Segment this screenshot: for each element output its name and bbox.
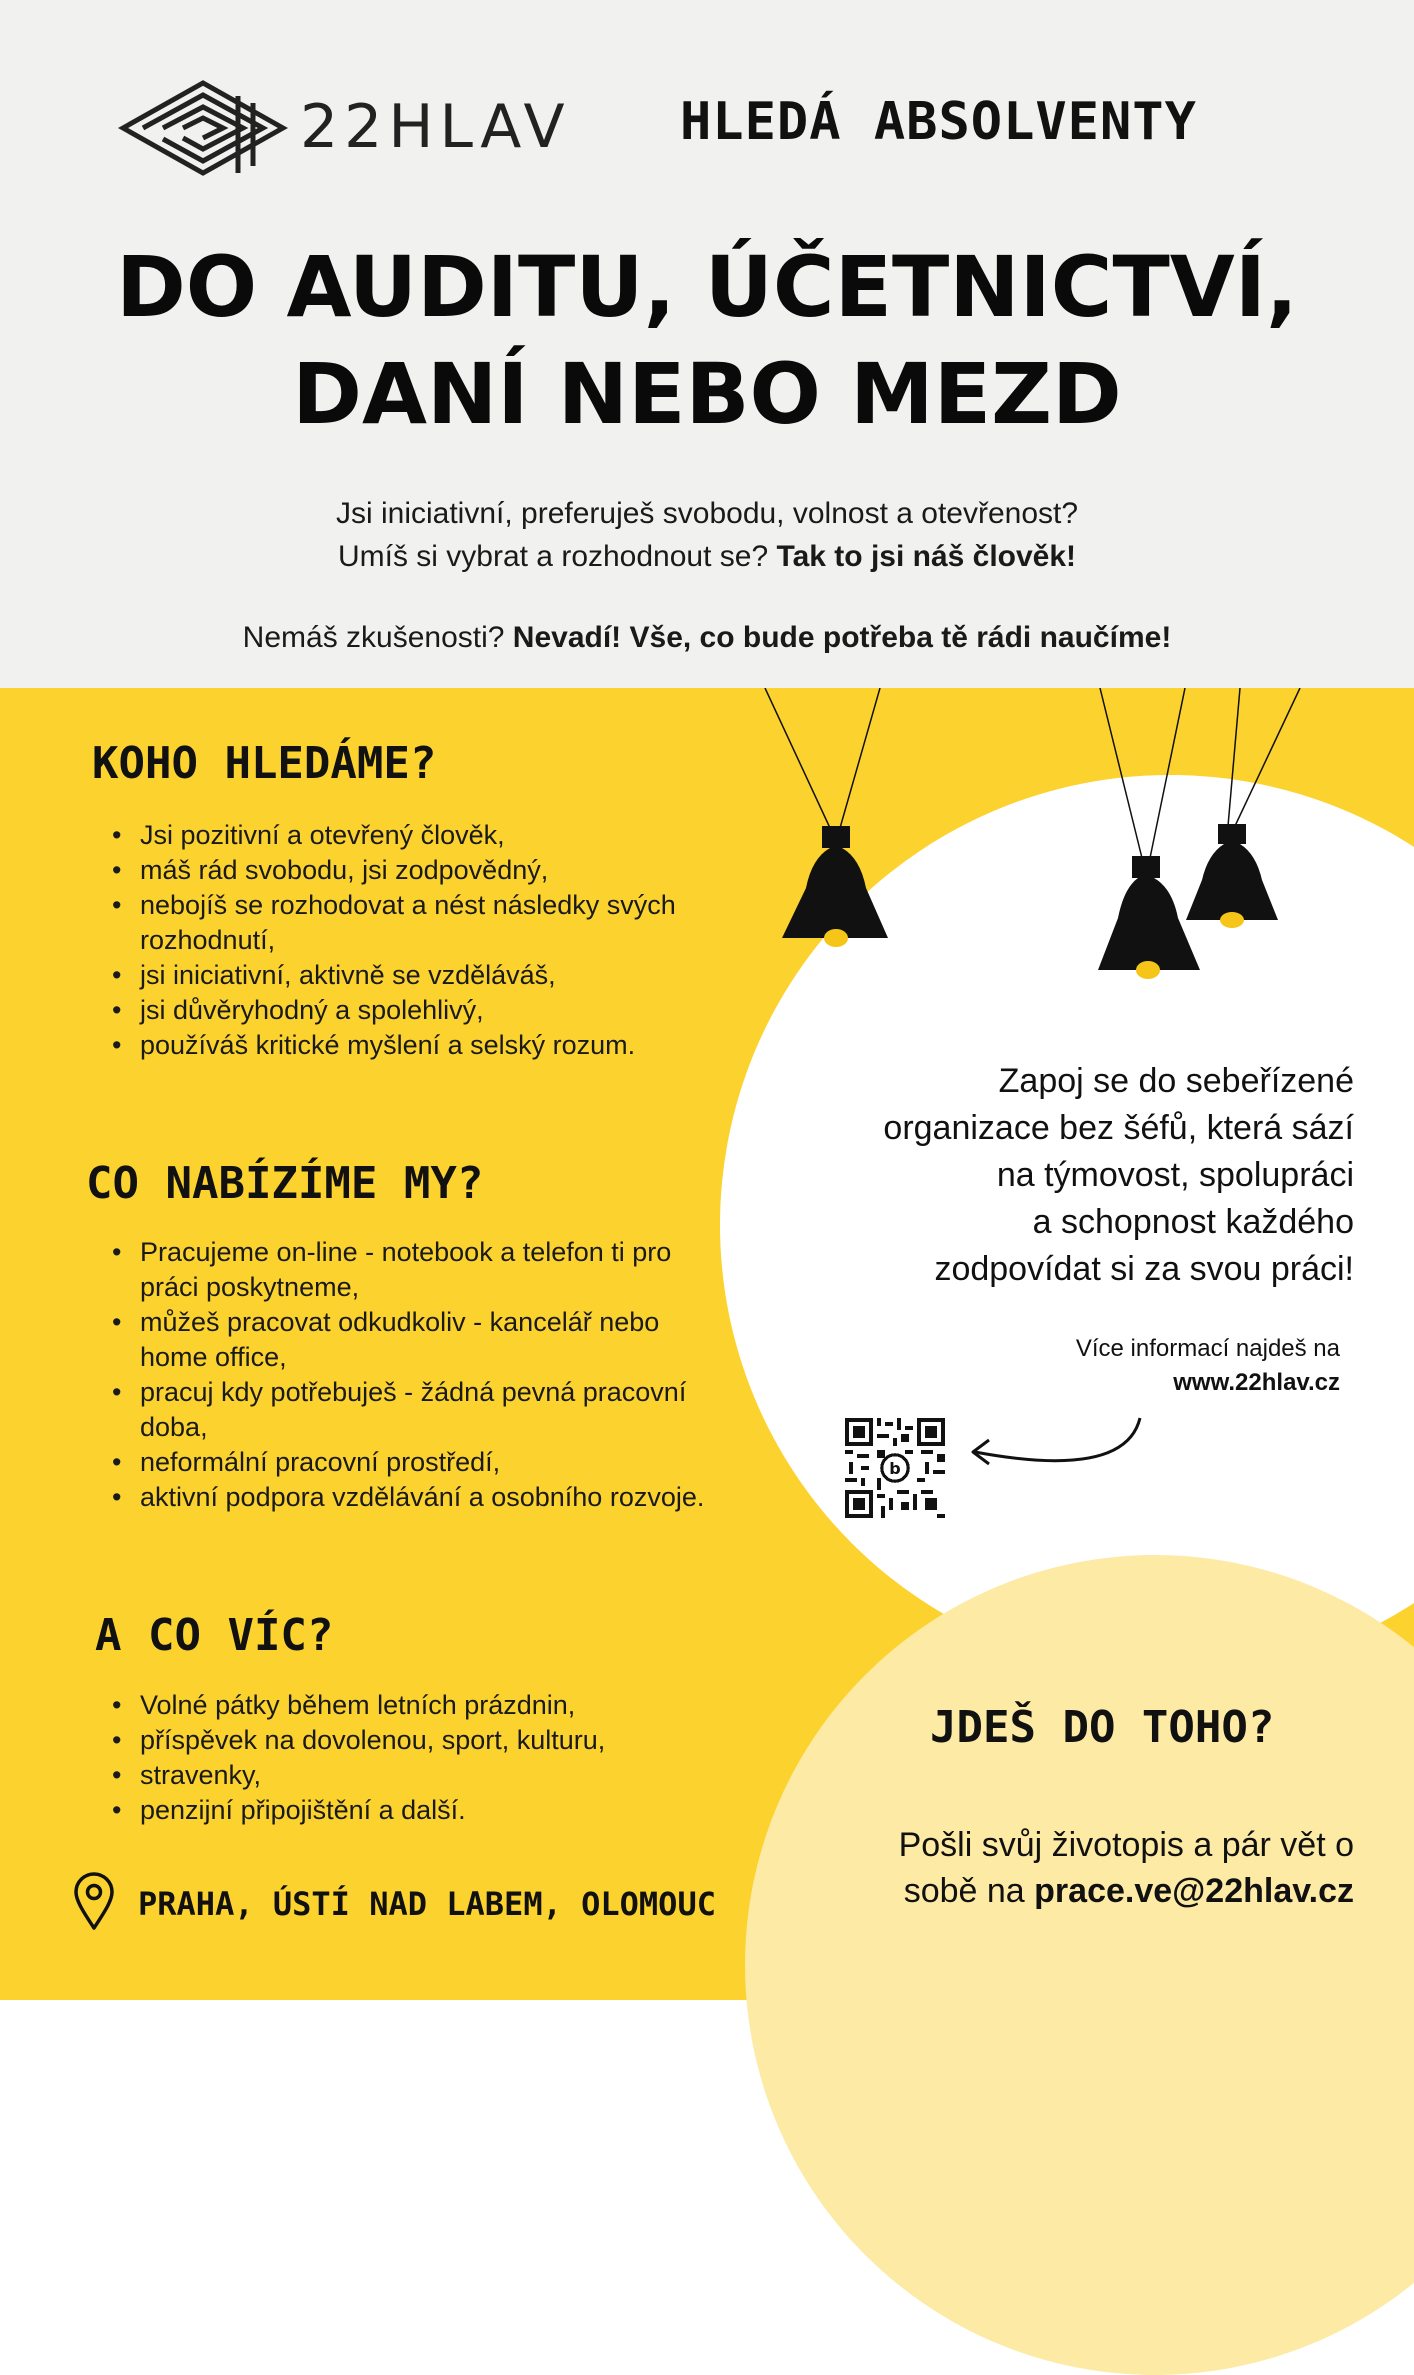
headline-line-1: DO AUDITU, ÚČETNICTVÍ, (116, 238, 1298, 336)
location-text: PRAHA, ÚSTÍ NAD LABEM, OLOMOUC (138, 1885, 716, 1923)
list-item: • aktivní podpora vzdělávání a osobního rozvoje. (110, 1480, 710, 1515)
cta-line-1: Pošli svůj životopis a pár vět o (898, 1826, 1354, 1864)
svg-text:b: b (889, 1459, 901, 1478)
cta-line-2-normal: sobě na (903, 1872, 1035, 1910)
brand-tagline: HLEDÁ ABSOLVENTY (680, 92, 1197, 152)
intro-line-2-normal: Umíš si vybrat a rozhodnout se? (337, 540, 777, 573)
cta-title: JDEŠ DO TOHO? (930, 1702, 1275, 1753)
more-info-label: Více informací najdeš na (1075, 1335, 1340, 1362)
zapoj-line: zodpovídat si za svou práci! (934, 1250, 1354, 1288)
list-item: • penzijní připojištění a další. (110, 1793, 730, 1828)
list-item: • neformální pracovní prostředí, (110, 1445, 710, 1480)
cta-line-2 (760, 1868, 1354, 1914)
list-item: • můžeš pracovat odkudkoliv - kancelář nebo home office, (110, 1305, 710, 1375)
section-nabizime-list (110, 1235, 710, 1515)
intro-line-3 (0, 621, 1414, 655)
list-item: • používáš kritické myšlení a selský rozum. (110, 1028, 710, 1063)
section-nabizime-title: CO NABÍZÍME MY? (86, 1158, 484, 1209)
intro-line-2 (0, 540, 1414, 574)
section-vic-title: A CO VÍC? (95, 1610, 334, 1661)
location-pin-icon (72, 1872, 116, 1932)
more-info-url[interactable]: www.22hlav.cz (1173, 1369, 1340, 1396)
section-vic-list (110, 1688, 730, 1828)
intro-line-1: Jsi iniciativní, preferuješ svobodu, volnost a otevřenost? (335, 497, 1079, 530)
zapoj-paragraph (740, 1058, 1354, 1293)
list-item: • pracuj kdy potřebuješ - žádná pevná pracovní doba, (110, 1375, 710, 1445)
brand-name: 22HLAV (300, 92, 571, 162)
list-item: • Pracujeme on-line - notebook a telefon ti pro práci poskytneme, (110, 1235, 710, 1305)
intro-line-2-bold: Tak to jsi náš člověk! (776, 540, 1077, 573)
list-item: • příspěvek na dovolenou, sport, kulturu, (110, 1723, 730, 1758)
list-item: • nebojíš se rozhodovat a nést následky svých rozhodnutí, (110, 888, 710, 958)
headline-line-2: DANÍ NEBO MEZD (292, 345, 1122, 443)
zapoj-line: a schopnost každého (1032, 1203, 1354, 1241)
cta-paragraph (760, 1822, 1354, 1914)
cta-email[interactable]: prace.ve@22hlav.cz (1034, 1872, 1354, 1910)
pendant-lamp-icon (1186, 824, 1278, 928)
zapoj-line: na týmovost, spolupráci (996, 1156, 1354, 1194)
intro-line-3-bold: Nevadí! Vše, co bude potřeba tě rádi naučíme! (512, 621, 1172, 654)
section-koho-list (110, 818, 710, 1063)
pendant-lamp-icon (782, 826, 888, 947)
zapoj-line: Zapoj se do sebeřízené (998, 1062, 1354, 1100)
intro-line-3-normal: Nemáš zkušenosti? (242, 621, 513, 654)
curved-arrow-icon (965, 1410, 1165, 1490)
pendant-lamp-icon (1098, 856, 1200, 979)
list-item: • Jsi pozitivní a otevřený člověk, (110, 818, 710, 853)
qr-code-icon[interactable] (845, 1418, 945, 1518)
zapoj-line: organizace bez šéfů, která sází (883, 1109, 1354, 1147)
list-item: • jsi důvěryhodný a spolehlivý, (110, 993, 710, 1028)
list-item: • stravenky, (110, 1758, 730, 1793)
list-item: • Volné pátky během letních prázdnin, (110, 1688, 730, 1723)
list-item: • máš rád svobodu, jsi zodpovědný, (110, 853, 710, 888)
maze-logo-icon (118, 78, 288, 178)
list-item: • jsi iniciativní, aktivně se vzděláváš, (110, 958, 710, 993)
more-info (900, 1332, 1340, 1400)
section-koho-title: KOHO HLEDÁME? (92, 738, 437, 789)
